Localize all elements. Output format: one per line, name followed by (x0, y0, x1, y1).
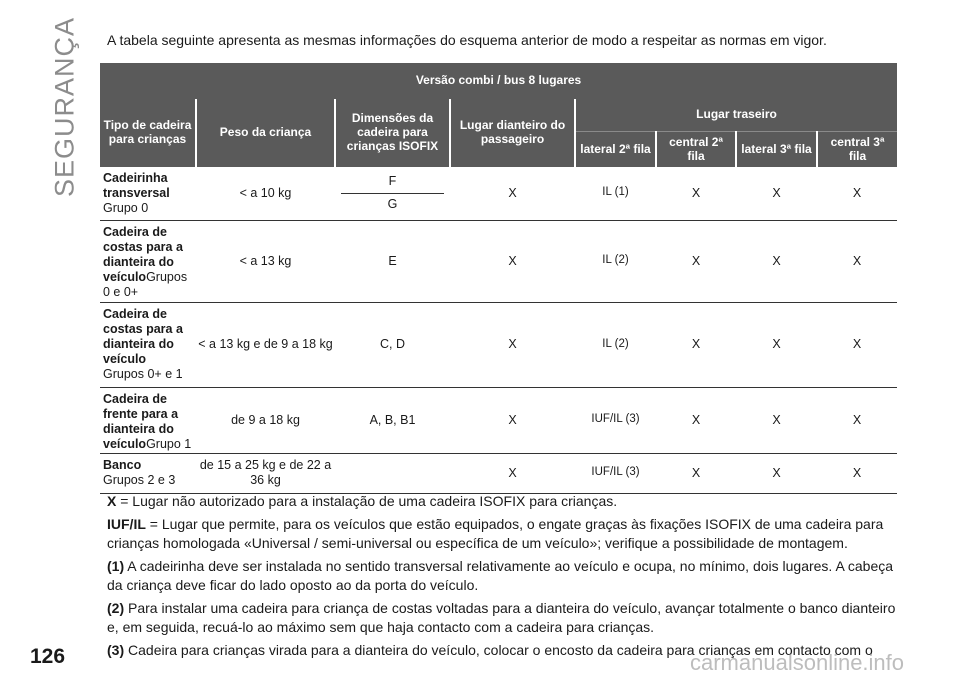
row-dimensions: C, D (335, 302, 450, 387)
row-lateral3: X (736, 220, 817, 302)
row-front: X (450, 167, 575, 220)
row-type: Cadeira de costas para a dianteira do veículoGrupos 0 e 0+ (100, 220, 196, 302)
note-iuf-il: IUF/IL = Lugar que permite, para os veículos que estão equipados, o engate graças às fixações ISOFIX de uma cadeira para crianças homologada «Universal / semi-universal ou específica de um veículo»; verifique a possibilidade de montagem. (107, 516, 884, 551)
row-lateral2: IL (1) (575, 167, 656, 220)
row-lateral2: IL (2) (575, 302, 656, 387)
table-row (100, 453, 897, 493)
row-weight: < a 13 kg e de 9 a 18 kg (196, 302, 335, 387)
row-central2: X (656, 220, 736, 302)
row-lateral3: X (736, 453, 817, 493)
note-1: (1) A cadeirinha deve ser instalada no sentido transversal relativamente ao veículo e ocupa, no mínimo, dois lugares. A cabeça da criança deve ficar do lado oposto ao da porta do veículo. (107, 558, 894, 593)
row-lateral2: IUF/IL (3) (575, 387, 656, 453)
row-dimensions: E (335, 220, 450, 302)
table-row (100, 387, 897, 453)
row-lateral2: IUF/IL (3) (575, 453, 656, 493)
header-lateral3: lateral 3ª fila (736, 132, 817, 168)
note-x: X = Lugar não autorizado para a instalação de uma cadeira ISOFIX para crianças. (107, 493, 618, 509)
row-lateral3: X (736, 387, 817, 453)
row-type: Cadeirinha transversal Grupo 0 (100, 167, 196, 220)
row-lateral3: X (736, 167, 817, 220)
row-lateral2: IL (2) (575, 220, 656, 302)
watermark: carmanualsonline.info (690, 650, 905, 675)
note-3: (3) Cadeira para crianças virada para a dianteira do veículo, colocar o encosto da cadeira para crianças em contacto com o (107, 642, 873, 658)
row-front: X (450, 302, 575, 387)
section-label: SEGURANÇA (49, 16, 80, 198)
row-central3: X (817, 453, 897, 493)
row-central2: X (656, 302, 736, 387)
header-peso: Peso da criança (196, 99, 335, 167)
header-dianteiro: Lugar dianteiro do passageiro (450, 99, 575, 167)
note-2: (2) Para instalar uma cadeira para criança de costas voltadas para a dianteira do veículo, avançar totalmente o banco dianteiro e, em seguida, recuá-lo ao máximo sem que haja contacto com a cadeira para crianças. (107, 600, 896, 635)
row-central2: X (656, 387, 736, 453)
table-row (100, 167, 897, 220)
header-dimensoes: Dimensões da cadeira para crianças ISOFIX (335, 99, 450, 167)
notes (107, 492, 902, 664)
header-lateral2: lateral 2ª fila (575, 132, 656, 168)
header-central3: central 3ª fila (817, 132, 897, 168)
table-row (100, 220, 897, 302)
row-central3: X (817, 302, 897, 387)
row-front: X (450, 220, 575, 302)
row-weight: < a 10 kg (196, 167, 335, 220)
row-weight: < a 13 kg (196, 220, 335, 302)
row-weight: de 15 a 25 kg e de 22 a 36 kg (196, 453, 335, 493)
row-type: Cadeira de costas para a dianteira do veículo Grupos 0+ e 1 (100, 302, 196, 387)
table-row (100, 302, 897, 387)
header-tipo: Tipo de cadeira para crianças (100, 99, 196, 167)
header-traseiro: Lugar traseiro (575, 99, 897, 132)
row-front: X (450, 387, 575, 453)
intro-text: A tabela seguinte apresenta as mesmas informações do esquema anterior de modo a respeitar as normas em vigor. (107, 32, 827, 48)
row-lateral3: X (736, 302, 817, 387)
row-type: Banco Grupos 2 e 3 (100, 453, 196, 493)
header-central2: central 2ª fila (656, 132, 736, 168)
row-type: Cadeira de frente para a dianteira do veículoGrupo 1 (100, 387, 196, 453)
row-front: X (450, 453, 575, 493)
row-dimensions (335, 453, 450, 493)
row-dimensions: A, B, B1 (335, 387, 450, 453)
row-central3: X (817, 167, 897, 220)
table-title: Versão combi / bus 8 lugares (100, 63, 897, 99)
row-central2: X (656, 453, 736, 493)
row-central2: X (656, 167, 736, 220)
row-central3: X (817, 220, 897, 302)
row-dimensions: F G (335, 167, 450, 220)
row-weight: de 9 a 18 kg (196, 387, 335, 453)
row-central3: X (817, 387, 897, 453)
page-number: 126 (30, 645, 66, 668)
isofix-table (100, 63, 897, 494)
